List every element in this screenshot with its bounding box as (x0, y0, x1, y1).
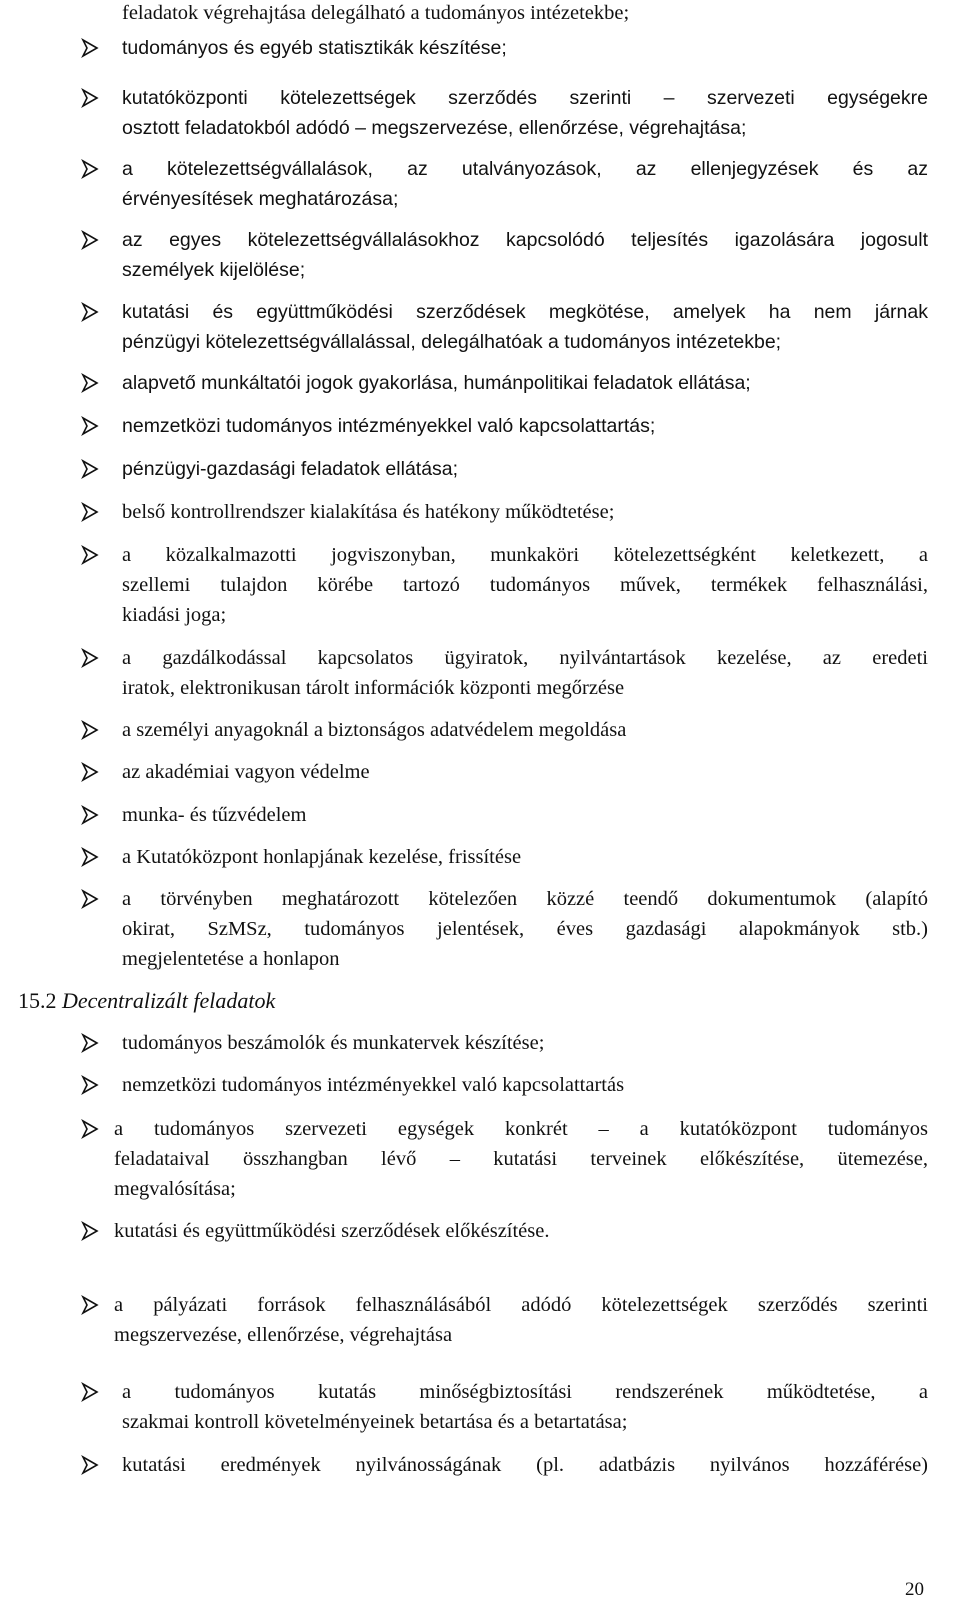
list-item-text: iratok, elektronikusan tárolt információk központi megőrzése (122, 677, 625, 699)
arrowhead-bullet-icon (80, 302, 100, 322)
list-item-text: az akadémiai vagyon védelme (122, 761, 370, 783)
list-item-text: a Kutatóközpont honlapjának kezelése, frissítése (122, 846, 522, 868)
list-item-text: tudományos és egyéb statisztikák készítése; (122, 37, 507, 59)
list-item-text: tudományos beszámolók és munkatervek készítése; (122, 1032, 545, 1054)
text-line: feladatok végrehajtása delegálható a tudományos intézetekbe; (122, 2, 630, 24)
list-item-text: kutatási és együttműködési szerződések megkötése, amelyek ha nem járnak (122, 301, 928, 323)
list-item-text: a gazdálkodással kapcsolatos ügyiratok, nyilvántartások kezelése, az eredeti (122, 647, 928, 669)
list-item-text: nemzetközi tudományos intézményekkel való kapcsolattartás (122, 1074, 625, 1096)
section-heading (18, 986, 275, 1016)
arrowhead-bullet-icon (80, 502, 100, 522)
list-item-text: a törvényben meghatározott kötelezően közzé teendő dokumentumok (alapító (122, 888, 928, 910)
arrowhead-bullet-icon (80, 416, 100, 436)
list-item-text: a közalkalmazotti jogviszonyban, munkaköri kötelezettségként keletkezett, a (122, 544, 928, 566)
list-item-text: kutatási eredmények nyilvánosságának (pl. adatbázis nyilvános hozzáférése) (122, 1454, 928, 1476)
list-item-text: nemzetközi tudományos intézményekkel való kapcsolattartás; (122, 415, 656, 437)
list-item-text: az egyes kötelezettségvállalásokhoz kapcsolódó teljesítés igazolására jogosult (122, 229, 928, 251)
list-item-text: szakmai kontroll követelményeinek betartása és a betartatása; (122, 1411, 628, 1433)
list-item-text: kutatóközponti kötelezettségek szerződés szerinti – szervezeti egységekre (122, 87, 928, 109)
arrowhead-bullet-icon (80, 720, 100, 740)
list-item-text: osztott feladatokból adódó – megszervezése, ellenőrzése, végrehajtása; (122, 117, 747, 139)
arrowhead-bullet-icon (80, 373, 100, 393)
list-item-text: feladataival összhangban lévő – kutatási terveinek előkészítése, ütemezése, (114, 1148, 928, 1170)
arrowhead-bullet-icon (80, 38, 100, 58)
page-number: 20 (905, 1579, 924, 1600)
arrowhead-bullet-icon (80, 648, 100, 668)
list-item-text: pénzügyi kötelezettségvállalással, delegálhatóak a tudományos intézetekbe; (122, 331, 782, 353)
arrowhead-bullet-icon (80, 805, 100, 825)
arrowhead-bullet-icon (80, 545, 100, 565)
arrowhead-bullet-icon (80, 762, 100, 782)
arrowhead-bullet-icon (80, 1382, 100, 1402)
arrowhead-bullet-icon (80, 1033, 100, 1053)
section-number: 15.2 (18, 988, 57, 1013)
arrowhead-bullet-icon (80, 459, 100, 479)
list-item-text: kutatási és együttműködési szerződések előkészítése. (114, 1220, 550, 1242)
list-item-text: a pályázati források felhasználásából adódó kötelezettségek szerződés szerinti (114, 1294, 928, 1316)
arrowhead-bullet-icon (80, 847, 100, 867)
arrowhead-bullet-icon (80, 889, 100, 909)
list-item-text: a személyi anyagoknál a biztonságos adatvédelem megoldása (122, 719, 627, 741)
arrowhead-bullet-icon (80, 88, 100, 108)
arrowhead-bullet-icon (80, 1221, 100, 1241)
list-item-text: okirat, SzMSz, tudományos jelentések, éves gazdasági alapokmányok stb.) (122, 918, 928, 940)
list-item-text: érvényesítések meghatározása; (122, 188, 399, 210)
list-item-text: kiadási joga; (122, 604, 227, 626)
arrowhead-bullet-icon (80, 1119, 100, 1139)
list-item-text: megvalósítása; (114, 1178, 236, 1200)
list-item-text: a kötelezettségvállalások, az utalványozások, az ellenjegyzések és az (122, 158, 928, 180)
arrowhead-bullet-icon (80, 159, 100, 179)
list-item-text: a tudományos szervezeti egységek konkrét – a kutatóközpont tudományos (114, 1118, 928, 1140)
arrowhead-bullet-icon (80, 1455, 100, 1475)
list-item-text: a tudományos kutatás minőségbiztosítási rendszerének működtetése, a (122, 1381, 928, 1403)
list-item-text: munka- és tűzvédelem (122, 804, 307, 826)
list-item-text: pénzügyi-gazdasági feladatok ellátása; (122, 458, 459, 480)
arrowhead-bullet-icon (80, 1295, 100, 1315)
section-title: Decentralizált feladatok (62, 988, 276, 1013)
list-item-text: alapvető munkáltatói jogok gyakorlása, humánpolitikai feladatok ellátása; (122, 372, 751, 394)
arrowhead-bullet-icon (80, 230, 100, 250)
list-item-text: szellemi tulajdon körébe tartozó tudományos művek, termékek felhasználási, (122, 574, 928, 596)
list-item-text: belső kontrollrendszer kialakítása és hatékony működtetése; (122, 501, 615, 523)
list-item-text: megszervezése, ellenőrzése, végrehajtása (114, 1324, 453, 1346)
arrowhead-bullet-icon (80, 1075, 100, 1095)
list-item-text: megjelentetése a honlapon (122, 948, 340, 970)
list-item-text: személyek kijelölése; (122, 259, 306, 281)
